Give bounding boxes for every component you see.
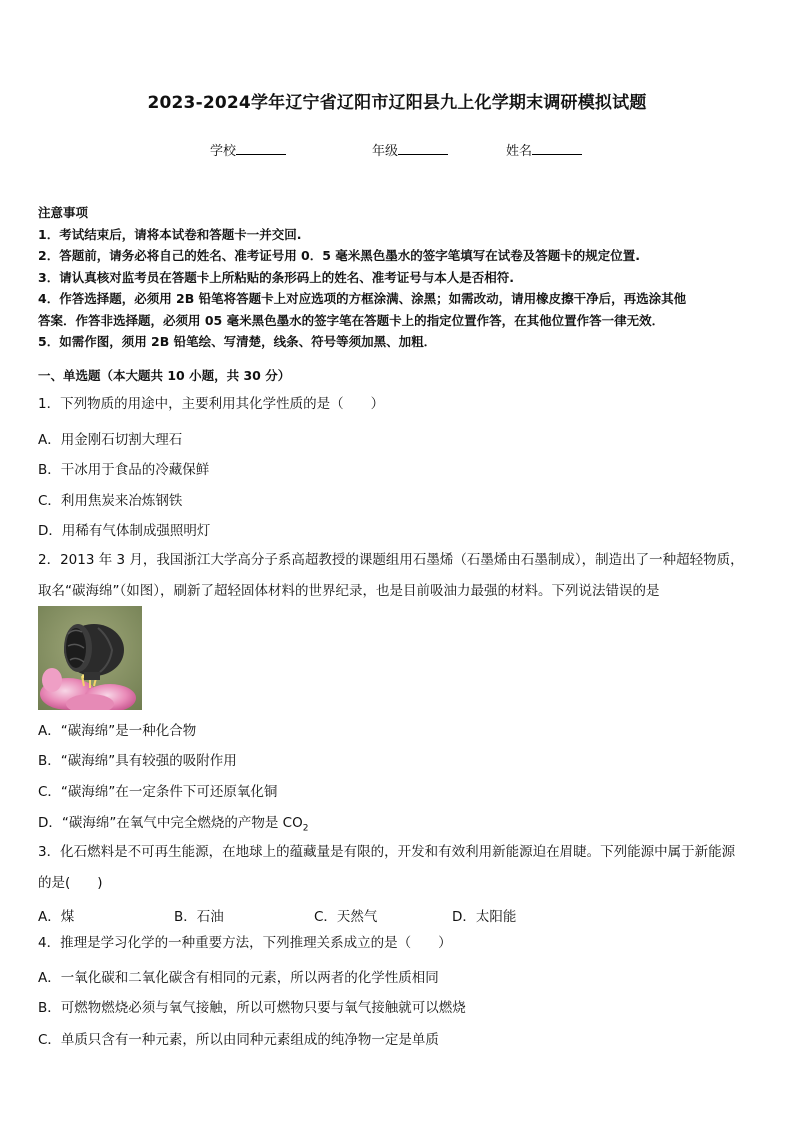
grade-label: 年级	[372, 144, 399, 159]
question-4-option-c: C．单质只含有一种元素，所以由同种元素组成的纯净物一定是单质	[38, 1032, 439, 1048]
subscript-2: 2	[302, 823, 309, 834]
name-field	[506, 140, 582, 159]
section-heading: 一、单选题（本大题共 10 小题，共 30 分）	[38, 368, 291, 383]
note-item: 答案．作答非选择题，必须用 05 毫米黑色墨水的签字笔在答题卡上的指定位置作答，在其他位置作答一律无效．	[38, 312, 665, 328]
school-label: 学校	[210, 144, 237, 159]
question-3-stem-line2: 的是( )	[38, 875, 103, 891]
question-2-option-d-text: D．“碳海绵”在氧气中完全燃烧的产物是 CO	[38, 815, 303, 831]
grade-field	[372, 140, 448, 159]
name-blank	[532, 142, 582, 155]
question-2-option-d	[38, 811, 308, 834]
question-2-option-b: B．“碳海绵”具有较强的吸附作用	[38, 753, 237, 769]
school-blank	[236, 142, 286, 155]
question-2-option-c: C．“碳海绵”在一定条件下可还原氧化铜	[38, 784, 278, 800]
name-label: 姓名	[506, 144, 533, 159]
note-item: 1．考试结束后，请将本试卷和答题卡一并交回.	[38, 226, 302, 242]
question-1-option-d: D．用稀有气体制成强照明灯	[38, 523, 211, 539]
question-2-stem-line2: 取名“碳海绵”（如图），刷新了超轻固体材料的世界纪录，也是目前吸油力最强的材料。下列说法错误的是	[38, 583, 660, 599]
question-4-stem: 4．推理是学习化学的一种重要方法，下列推理关系成立的是（ ）	[38, 935, 452, 951]
question-3-stem-line1: 3．化石燃料是不可再生能源，在地球上的蕴藏量是有限的，开发和有效利用新能源迫在眉睫。下列能源中属于新能源	[38, 844, 736, 860]
question-3-option-a: A．煤	[38, 909, 75, 925]
grade-blank	[398, 142, 448, 155]
note-item: 5．如需作图，须用 2B 铅笔绘、写清楚，线条、符号等须加黑、加粗．	[38, 334, 437, 349]
note-item: 3．请认真核对监考员在答题卡上所粘贴的条形码上的姓名、准考证号与本人是否相符.	[38, 269, 514, 285]
carbon-sponge-illustration	[38, 606, 142, 710]
question-4-option-b: B．可燃物燃烧必须与氧气接触，所以可燃物只要与氧气接触就可以燃烧	[38, 1000, 466, 1016]
question-1-option-b: B．干冰用于食品的冷藏保鲜	[38, 462, 210, 478]
page-title: 2023-2024学年辽宁省辽阳市辽阳县九上化学期末调研模拟试题	[147, 93, 647, 113]
carbon-sponge-photo	[38, 606, 142, 710]
question-1-option-a: A．用金刚石切割大理石	[38, 432, 183, 448]
school-field	[210, 140, 286, 159]
note-item: 4．作答选择题，必须用 2B 铅笔将答题卡上对应选项的方框涂满、涂黑；如需改动，请用橡皮擦干净后，再选涂其他	[38, 291, 687, 306]
question-1-stem: 1．下列物质的用途中，主要利用其化学性质的是（ ）	[38, 396, 385, 412]
question-3-option-d: D．太阳能	[452, 909, 517, 925]
question-3-option-c: C．天然气	[314, 909, 378, 925]
notes-block	[38, 202, 758, 353]
question-2-stem-line1: 2．2013 年 3 月，我国浙江大学高分子系高超教授的课题组用石墨烯（石墨烯由石墨制成），制造出了一种超轻物质，	[38, 552, 744, 568]
question-4-option-a: A．一氧化碳和二氧化碳含有相同的元素，所以两者的化学性质相同	[38, 970, 439, 986]
question-3-option-b: B．石油	[174, 909, 224, 925]
notes-heading: 注意事项	[38, 205, 89, 220]
question-2-option-a: A．“碳海绵”是一种化合物	[38, 723, 197, 739]
note-item: 2．答题前，请务必将自己的姓名、准考证号用 0．5 毫米黑色墨水的签字笔填写在试卷及答题卡的规定位置.	[38, 248, 641, 263]
question-1-option-c: C．利用焦炭来冶炼钢铁	[38, 493, 183, 509]
